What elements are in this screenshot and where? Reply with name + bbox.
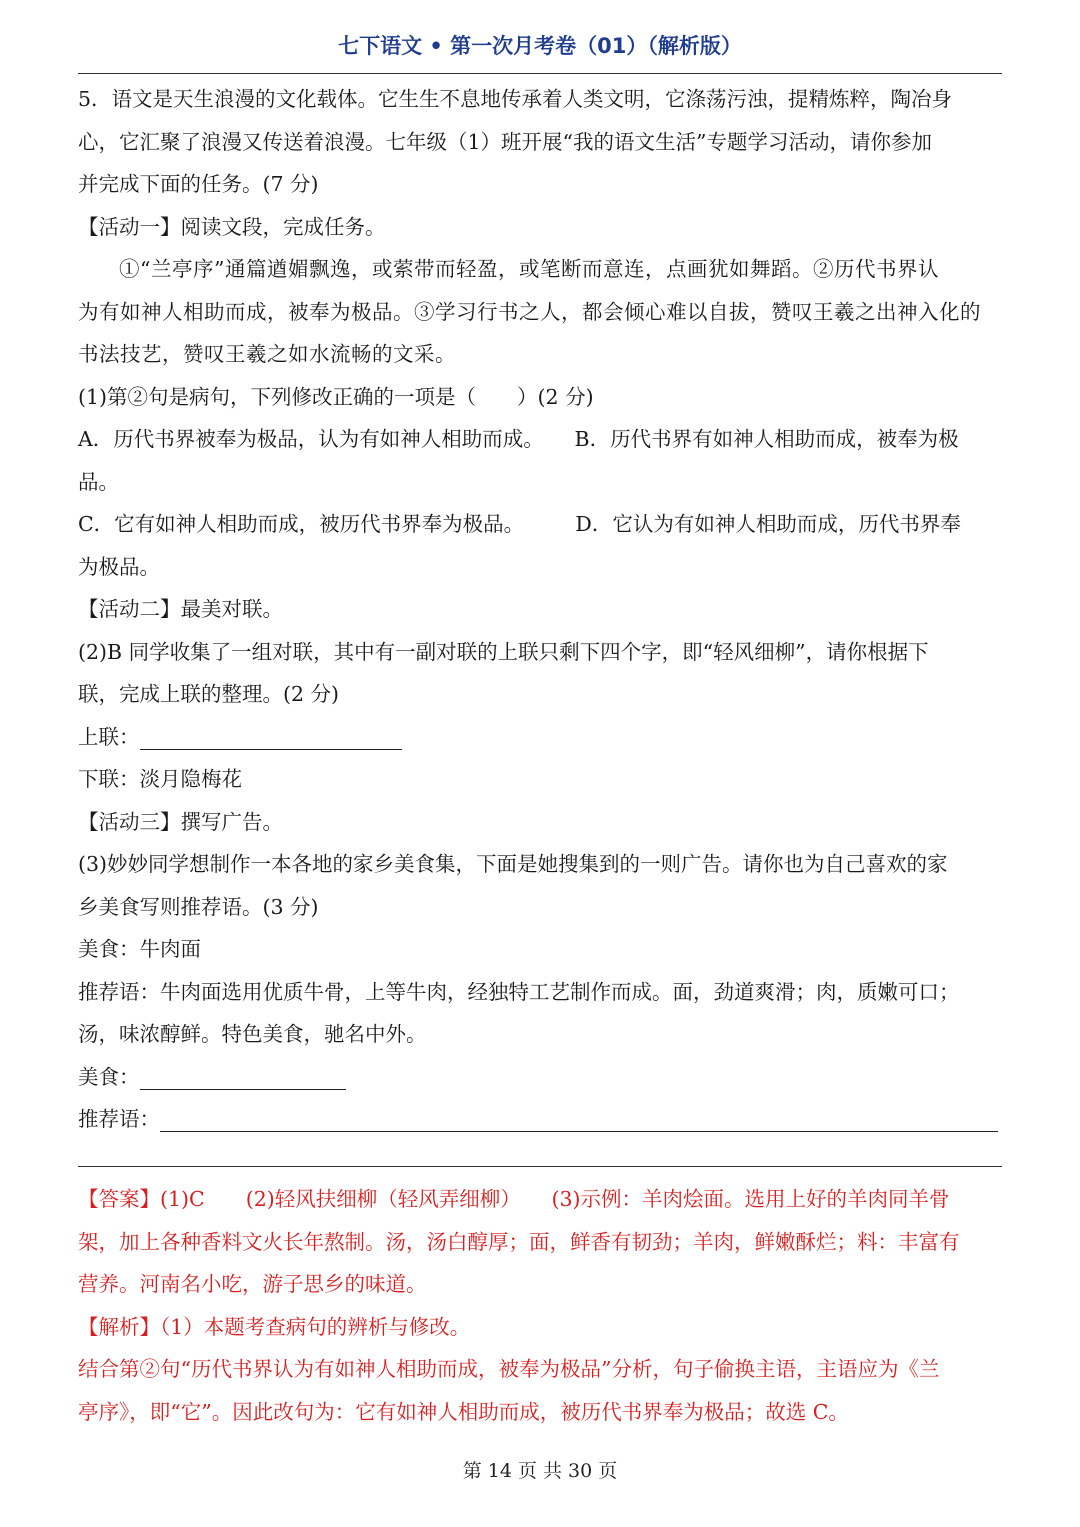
- answer-divider: [78, 1166, 1002, 1167]
- food-row: [78, 1056, 1002, 1099]
- rec-row: [78, 1098, 1002, 1141]
- option-line: A．历代书界被奉为极品，认为有如神人相助而成。 B．历代书界有如神人相助而成，被奉为极: [78, 427, 959, 451]
- shanglian-answer-blank[interactable]: [140, 723, 402, 750]
- passage-line: 书法技艺，赞叹王羲之如水流畅的文采。: [78, 342, 456, 366]
- q1-stem: (1)第②句是病句，下列修改正确的一项是（ ）(2 分): [78, 384, 594, 409]
- shanglian-label: 上联：: [78, 724, 140, 749]
- answer-line: 营养。河南名小吃，游子思乡的味道。: [78, 1272, 427, 1296]
- page-title: 七下语文 • 第一次月考卷（01）（解析版）: [338, 34, 742, 58]
- activity2-title: 【活动二】最美对联。: [78, 597, 283, 621]
- option-line: 品。: [78, 469, 119, 494]
- question-section: [78, 78, 1002, 1141]
- passage-line: ①“兰亭序”通篇遒媚飘逸，或萦带而轻盈，或笔断而意连，点画犹如舞蹈。②历代书界认: [119, 257, 939, 281]
- q2-line: (2)B 同学收集了一组对联，其中有一副对联的上联只剩下四个字，即“轻风细柳”，请你根据下: [78, 639, 929, 664]
- answer-section: [78, 1178, 1002, 1433]
- header-divider: [78, 73, 1002, 74]
- activity1-title: 【活动一】阅读文段，完成任务。: [78, 214, 386, 239]
- question-intro-line: 5．语文是天生浪漫的文化载体。它生生不息地传承着人类文明，它涤荡污浊，提精炼粹，陶冶身: [78, 87, 953, 111]
- rec-example-line: 推荐语：牛肉面选用优质牛骨，上等牛肉，经独特工艺制作而成。面，劲道爽滑；肉，质嫩可口；: [78, 979, 960, 1004]
- activity3-title: 【活动三】撰写广告。: [78, 809, 283, 834]
- question-intro-line: 心，它汇聚了浪漫又传送着浪漫。七年级（1）班开展“我的语文生活”专题学习活动，请你参加: [78, 129, 933, 154]
- passage-line: 为有如神人相助而成，被奉为极品。③学习行书之人，都会倾心难以自拔，赞叹王羲之出神入化的: [78, 299, 981, 324]
- question-intro-line: 并完成下面的任务。(7 分): [78, 172, 319, 196]
- option-line: C．它有如神人相助而成，被历代书界奉为极品。 D．它认为有如神人相助而成，历代书界奉: [78, 512, 961, 536]
- analysis-line: 结合第②句“历代书界认为有如神人相助而成，被奉为极品”分析，句子偷换主语，主语应为《兰: [78, 1357, 940, 1381]
- food-example: 美食：牛肉面: [78, 937, 201, 961]
- rec-label: 推荐语：: [78, 1107, 160, 1131]
- analysis-line: 亭序》，即“它”。因此改句为：它有如神人相助而成，被历代书界奉为极品；故选 C。: [78, 1399, 849, 1424]
- answer-line: 【答案】(1)C (2)轻风扶细柳（轻风弄细柳） (3)示例：羊肉烩面。选用上好的羊肉同羊骨: [78, 1187, 950, 1211]
- analysis-line: 【解析】（1）本题考查病句的辨析与修改。: [78, 1314, 471, 1339]
- food-label: 美食：: [78, 1064, 140, 1089]
- option-line: 为极品。: [78, 554, 160, 579]
- q3-line: (3)妙妙同学想制作一本各地的家乡美食集，下面是她搜集到的一则广告。请你也为自己喜欢的家: [78, 852, 948, 876]
- q3-line: 乡美食写则推荐语。(3 分): [78, 894, 319, 919]
- rec-answer-blank[interactable]: [160, 1105, 998, 1132]
- answer-line: 架，加上各种香料文火长年熬制。汤，汤白醇厚；面，鲜香有韧劲；羊肉，鲜嫩酥烂；料：丰富有: [78, 1229, 960, 1254]
- page-number: 第 14 页 共 30 页: [462, 1460, 618, 1482]
- food-answer-blank[interactable]: [140, 1063, 346, 1090]
- q2-line: 联，完成上联的整理。(2 分): [78, 682, 340, 706]
- rec-example-line: 汤，味浓醇鲜。特色美食，驰名中外。: [78, 1022, 427, 1046]
- xialian-line: 下联：淡月隐梅花: [78, 767, 242, 791]
- shanglian-row: [78, 716, 1002, 759]
